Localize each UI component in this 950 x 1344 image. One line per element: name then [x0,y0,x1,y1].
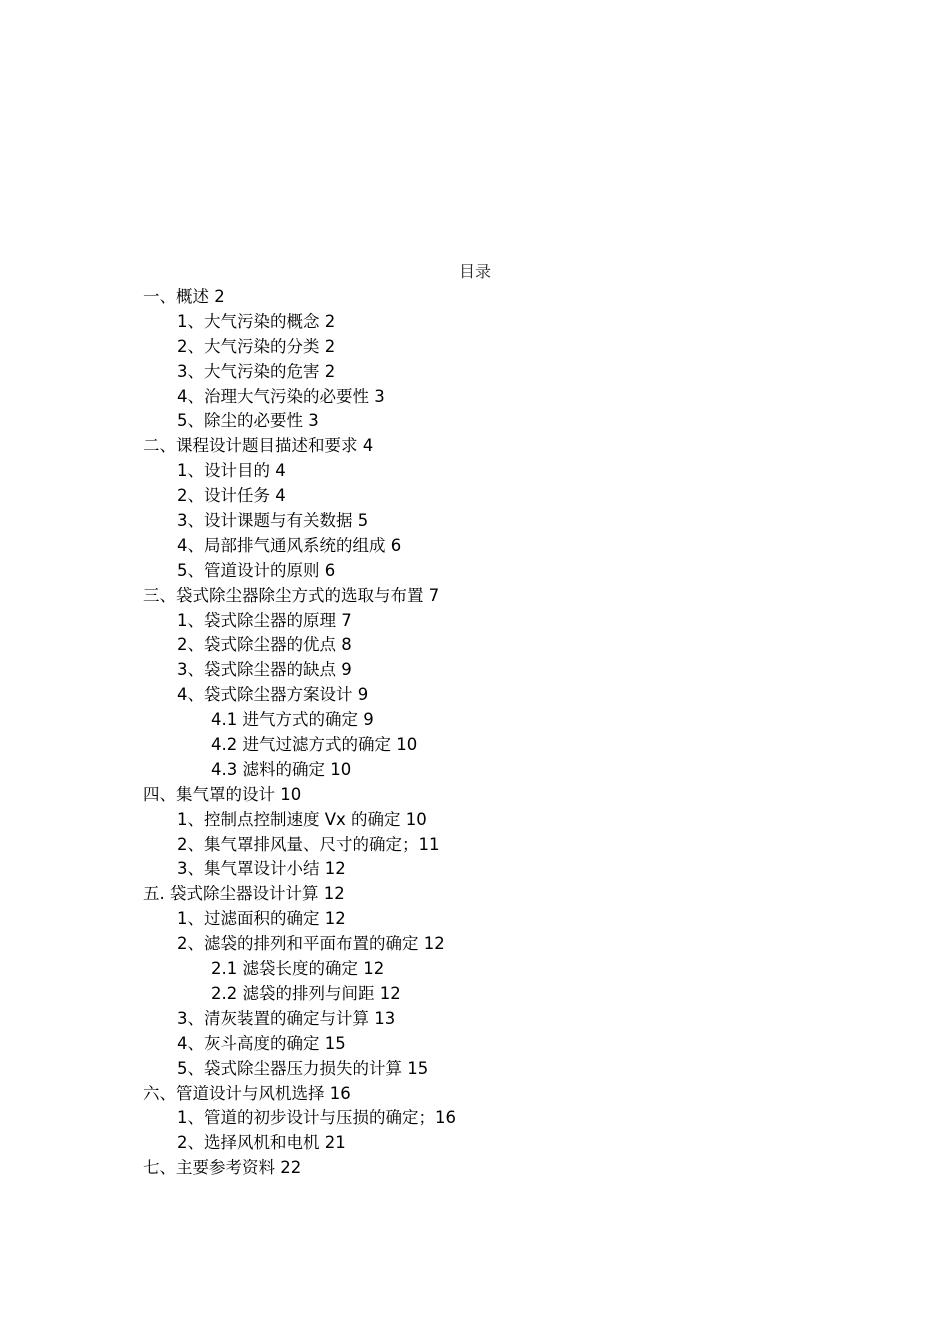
toc-entry-level-2[interactable]: 5、袋式除尘器压力损失的计算 15 [177,1058,429,1078]
toc-entry-level-2[interactable]: 4、灰斗高度的确定 15 [177,1033,346,1053]
toc-entry-level-1[interactable]: 七、主要参考资料 22 [143,1158,302,1178]
toc-entry-level-2[interactable]: 2、滤袋的排列和平面布置的确定 12 [177,934,445,954]
toc-entry-level-3[interactable]: 4.2 进气过滤方式的确定 10 [211,735,418,755]
toc-entry-level-1[interactable]: 三、袋式除尘器除尘方式的选取与布置 7 [143,585,440,605]
toc-entry-level-3[interactable]: 4.3 滤料的确定 10 [211,759,352,779]
toc-entry-level-1[interactable]: 五. 袋式除尘器设计计算 12 [143,884,345,904]
toc-entry-level-2[interactable]: 1、设计目的 4 [177,461,286,481]
toc-entry-level-3[interactable]: 2.2 滤袋的排列与间距 12 [211,983,401,1003]
toc-entry-level-2[interactable]: 2、大气污染的分类 2 [177,336,336,356]
toc-entry-level-2[interactable]: 2、集气罩排风量、尺寸的确定；11 [177,834,440,854]
table-of-contents [143,285,843,1181]
toc-entry-level-2[interactable]: 3、集气罩设计小结 12 [177,859,346,879]
toc-entry-level-2[interactable]: 1、过滤面积的确定 12 [177,909,346,929]
toc-entry-level-2[interactable]: 2、选择风机和电机 21 [177,1133,346,1153]
toc-entry-level-2[interactable]: 1、控制点控制速度 Vx 的确定 10 [177,809,427,829]
toc-entry-level-2[interactable]: 3、清灰装置的确定与计算 13 [177,1008,396,1028]
toc-entry-level-2[interactable]: 3、大气污染的危害 2 [177,361,336,381]
toc-entry-level-3[interactable]: 2.1 滤袋长度的确定 12 [211,959,385,979]
toc-entry-level-2[interactable]: 4、袋式除尘器方案设计 9 [177,685,369,705]
toc-entry-level-1[interactable]: 一、概述 2 [143,287,225,306]
toc-entry-level-2[interactable]: 4、治理大气污染的必要性 3 [177,386,385,406]
toc-entry-level-2[interactable]: 1、袋式除尘器的原理 7 [177,610,352,630]
toc-entry-level-1[interactable]: 四、集气罩的设计 10 [143,784,302,804]
toc-entry-level-2[interactable]: 2、设计任务 4 [177,486,286,506]
toc-entry-level-2[interactable]: 3、袋式除尘器的缺点 9 [177,660,352,680]
toc-entry-level-2[interactable]: 4、局部排气通风系统的组成 6 [177,535,402,555]
toc-entry-level-2[interactable]: 1、大气污染的概念 2 [177,311,336,331]
toc-entry-level-1[interactable]: 二、课程设计题目描述和要求 4 [143,436,374,456]
toc-title: 目录 [458,262,491,281]
toc-entry-level-2[interactable]: 1、管道的初步设计与压损的确定；16 [177,1108,456,1128]
toc-entry-level-2[interactable]: 2、袋式除尘器的优点 8 [177,635,352,655]
toc-entry-level-2[interactable]: 5、管道设计的原则 6 [177,560,336,580]
toc-entry-level-2[interactable]: 5、除尘的必要性 3 [177,411,319,431]
toc-entry-level-3[interactable]: 4.1 进气方式的确定 9 [211,710,374,730]
toc-entry-level-2[interactable]: 3、设计课题与有关数据 5 [177,511,369,531]
toc-entry-level-1[interactable]: 六、管道设计与风机选择 16 [143,1083,351,1103]
